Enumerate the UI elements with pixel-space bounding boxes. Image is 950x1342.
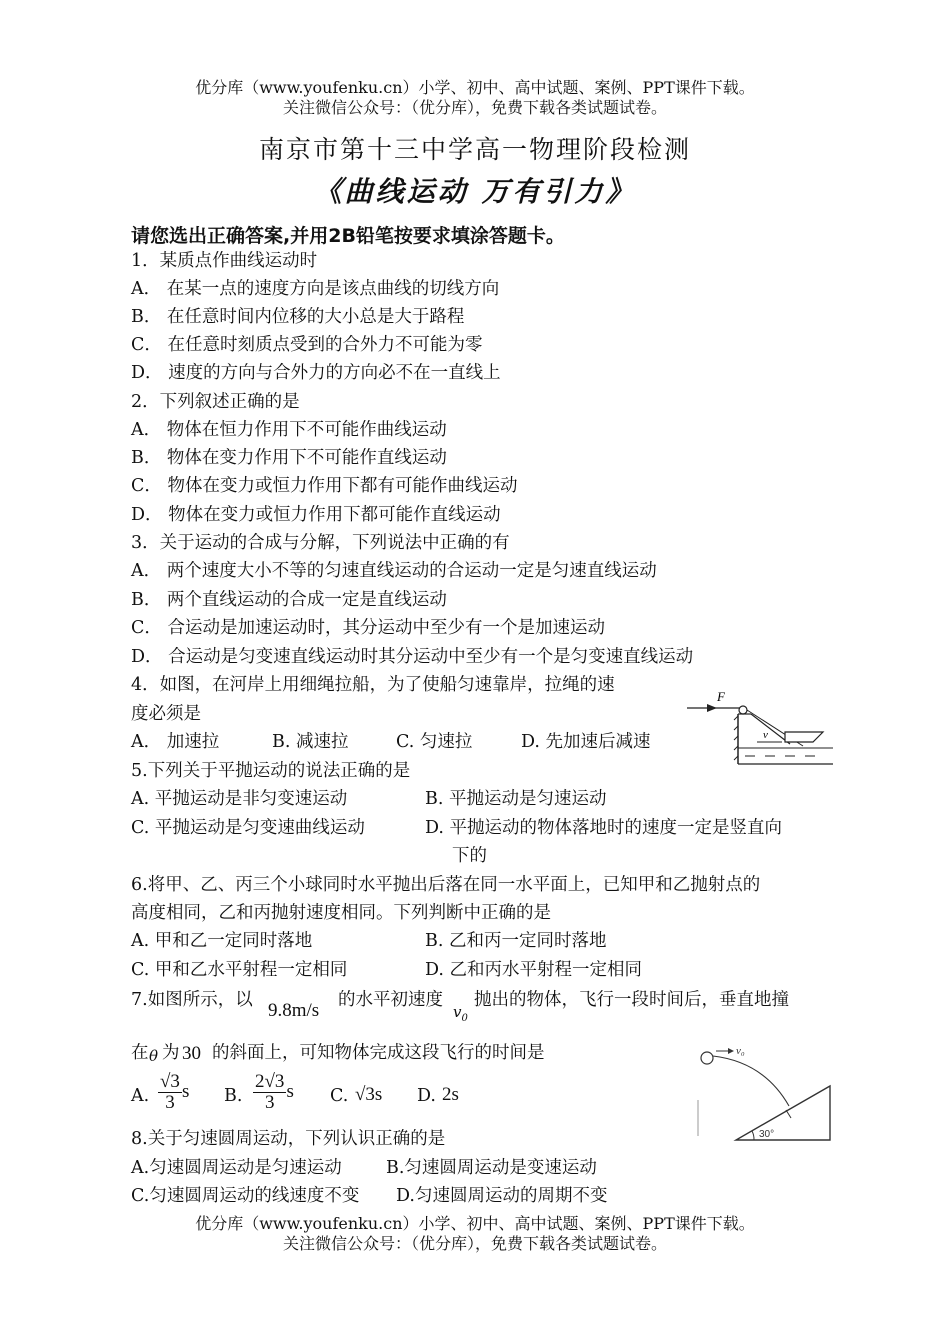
- q1-option-c: C． 在任意时刻质点受到的合外力不可能为零: [131, 335, 483, 355]
- q7-option-a-label: A.: [131, 1086, 150, 1106]
- page-subtitle: 《曲线运动 万有引力》: [313, 175, 637, 208]
- boat-pulling-figure: [685, 686, 835, 770]
- q7-b-unit: s: [286, 1080, 294, 1102]
- q7-a-numerator: √3: [160, 1071, 180, 1092]
- q7-theta: θ: [149, 1047, 159, 1065]
- v0-label: v₀: [736, 1045, 745, 1057]
- q4-option-d: D. 先加速后减速: [521, 732, 651, 752]
- page-title: 南京市第十三中学高一物理阶段检测: [258, 135, 691, 164]
- incline: [736, 1086, 830, 1140]
- q2-option-a: A． 物体在恒力作用下不可能作曲线运动: [131, 420, 447, 440]
- q8-option-b: B.匀速圆周运动是变速运动: [386, 1158, 597, 1178]
- angle-label: 30°: [759, 1129, 775, 1140]
- q7-angle: 30: [182, 1043, 201, 1064]
- q6-stem-1: 6.将甲、乙、丙三个小球同时水平抛出后落在同一水平面上，已知甲和乙抛射点的: [131, 875, 761, 895]
- q6-option-a: A. 甲和乙一定同时落地: [131, 931, 313, 951]
- velocity-label: v: [763, 729, 768, 741]
- q1-option-b: B． 在任意时间内位移的大小总是大于路程: [131, 307, 465, 327]
- q7-stem-c: 抛出的物体，飞行一段时间后，垂直地撞: [474, 990, 789, 1010]
- q7-option-d-value: 2s: [442, 1084, 459, 1105]
- q7-option-a-value: [158, 1072, 189, 1113]
- q1-option-a: A． 在某一点的速度方向是该点曲线的切线方向: [131, 279, 500, 299]
- q5-option-c: C. 平抛运动是匀变速曲线运动: [131, 818, 365, 838]
- q6-option-b: B. 乙和丙一定同时落地: [425, 931, 607, 951]
- velocity-arrow-icon: [728, 1048, 734, 1054]
- q4-option-a: A． 加速拉: [131, 732, 220, 752]
- q6-option-c: C. 甲和乙水平射程一定相同: [131, 960, 348, 980]
- q7-option-d-label: D.: [417, 1086, 436, 1106]
- projectile-incline-figure: [684, 1036, 834, 1144]
- boat-icon: [785, 732, 823, 742]
- q7-line2-a: 在: [131, 1043, 149, 1063]
- q4-stem-2: 度必须是: [131, 704, 201, 724]
- q5-option-a: A. 平抛运动是非匀变速运动: [131, 789, 348, 809]
- q2-option-d: D． 物体在变力或恒力作用下都可能作直线运动: [131, 505, 501, 525]
- q2-stem: 2．下列叙述正确的是: [131, 392, 300, 412]
- q6-stem-2: 高度相同，乙和丙抛射速度相同。下列判断中正确的是: [131, 903, 551, 923]
- q6-option-d: D. 乙和丙水平射程一定相同: [425, 960, 643, 980]
- instruction: 请您选出正确答案,并用2B铅笔按要求填涂答题卡。: [131, 225, 565, 247]
- footer-line-2: 关注微信公众号：（优分库），免费下载各类试题试卷。: [282, 1234, 667, 1253]
- q2-option-b: B． 物体在变力作用下不可能作直线运动: [131, 448, 447, 468]
- q7-a-denominator: 3: [165, 1092, 175, 1113]
- ball-icon: [701, 1052, 713, 1064]
- q3-stem: 3．关于运动的合成与分解，下列说法中正确的有: [131, 533, 510, 553]
- q3-option-d: D． 合运动是匀变速直线运动时其分运动中至少有一个是匀变速直线运动: [131, 647, 694, 667]
- header-line-2: 关注微信公众号：（优分库），免费下载各类试题试卷。: [282, 98, 667, 117]
- q7-b-denominator: 3: [264, 1092, 275, 1113]
- q5-stem: 5.下列关于平抛运动的说法正确的是: [131, 761, 411, 781]
- q5-option-d-1: D. 平抛运动的物体落地时的速度一定是竖直向: [425, 818, 783, 838]
- q8-option-c: C.匀速圆周运动的线速度不变: [131, 1186, 360, 1206]
- q7-v0: [453, 1000, 468, 1031]
- q3-option-c: C． 合运动是加速运动时，其分运动中至少有一个是加速运动: [131, 618, 605, 638]
- q3-option-a: A． 两个速度大小不等的匀速直线运动的合运动一定是匀速直线运动: [131, 561, 657, 581]
- q4-stem-1: 4．如图，在河岸上用细绳拉船，为了使船匀速靠岸，拉绳的速: [131, 675, 615, 695]
- q4-option-c: C. 匀速拉: [396, 732, 473, 752]
- q7-stem-a: 7.如图所示，以: [131, 990, 253, 1010]
- q7-option-b-label: B.: [224, 1086, 243, 1106]
- q5-option-b: B. 平抛运动是匀速运动: [425, 789, 607, 809]
- q4-option-b: B. 减速拉: [272, 732, 349, 752]
- footer-line-1: 优分库（www.youfenku.cn）小学、初中、高中试题、案例、PPT课件下载。: [195, 1214, 755, 1233]
- force-label: F: [717, 689, 725, 704]
- q7-stem-b: 的水平初速度: [338, 990, 443, 1010]
- q5-option-d-2: 下的: [452, 846, 487, 866]
- q7-option-b-value: [253, 1072, 294, 1113]
- q1-stem: 1．某质点作曲线运动时: [131, 251, 318, 271]
- q2-option-c: C． 物体在变力或恒力作用下都有可能作曲线运动: [131, 476, 518, 496]
- q8-option-a: A.匀速圆周运动是匀速运动: [131, 1158, 342, 1178]
- q7-option-c-value: √3s: [355, 1084, 383, 1105]
- q7-speed: 9.8m/s: [268, 1000, 320, 1021]
- q7-a-unit: s: [181, 1080, 190, 1102]
- q1-option-d: D． 速度的方向与合外力的方向必不在一直线上: [131, 363, 501, 383]
- q7-option-c-label: C.: [330, 1086, 349, 1106]
- q8-stem: 8.关于匀速圆周运动，下列认识正确的是: [131, 1129, 446, 1149]
- header-line-1: 优分库（www.youfenku.cn）小学、初中、高中试题、案例、PPT课件下载。: [195, 78, 755, 97]
- q8-option-d: D.匀速圆周运动的周期不变: [396, 1186, 608, 1206]
- q7-v0-symbol: v: [453, 1003, 462, 1021]
- q7-line2-b: 为: [162, 1043, 180, 1063]
- q7-v0-subscript: 0: [461, 1013, 468, 1024]
- q7-line2-c: 的斜面上，可知物体完成这段飞行的时间是: [212, 1043, 545, 1063]
- q7-b-numerator: 2√3: [255, 1071, 285, 1092]
- force-arrow-icon: [707, 704, 717, 712]
- q3-option-b: B． 两个直线运动的合成一定是直线运动: [131, 590, 447, 610]
